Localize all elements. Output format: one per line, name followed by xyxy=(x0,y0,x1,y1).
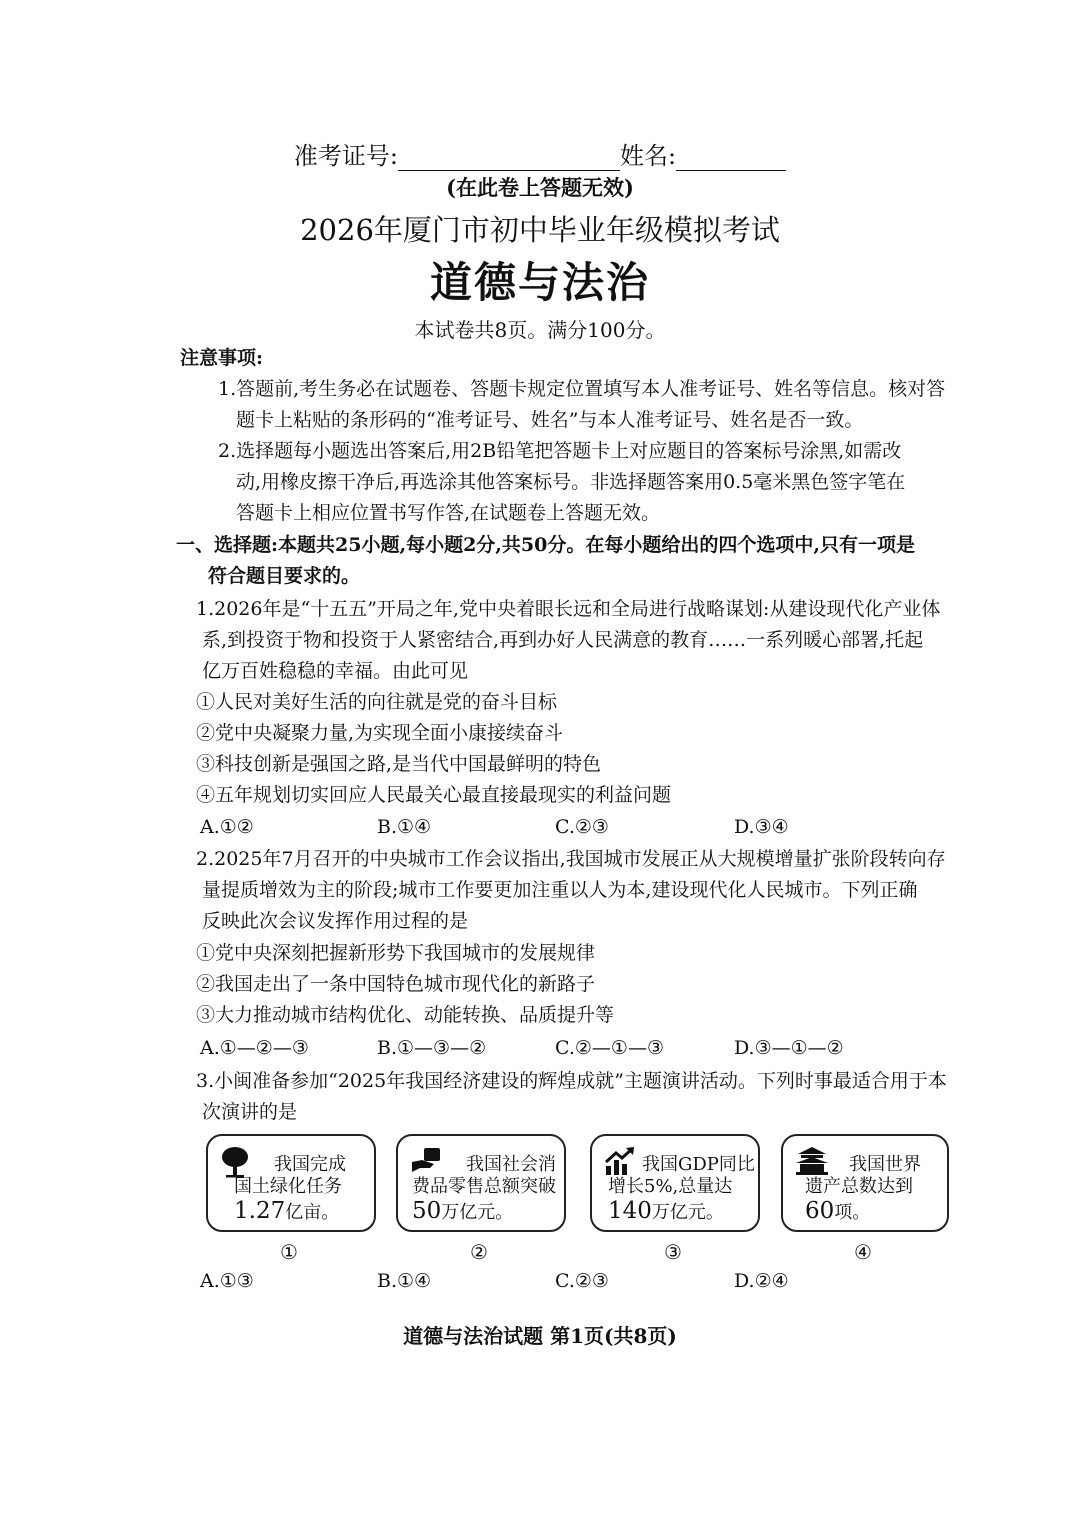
question-1-stem xyxy=(196,594,960,687)
q2-options xyxy=(200,1033,960,1064)
name-blank xyxy=(676,146,786,171)
card-unit: 项。 xyxy=(834,1202,871,1223)
stem-line: 系,到投资于物和投资于人紧密结合,再到办好人民满意的教育……一系列暖心部署,托起 xyxy=(202,629,924,651)
candidate-info-line xyxy=(0,136,1080,171)
notice-heading: 注意事项: xyxy=(180,347,264,369)
option-a[interactable]: A.①③ xyxy=(200,1270,254,1292)
card-number: 1.27 xyxy=(234,1198,286,1224)
stem-line: 亿万百姓稳稳的幸福。由此可见 xyxy=(202,660,469,682)
card-unit: 万亿元。 xyxy=(651,1202,724,1223)
fact-card-3 xyxy=(590,1134,760,1232)
fact-card-1 xyxy=(206,1134,376,1232)
card-text: 我国世界 xyxy=(849,1154,921,1175)
card-text: 费品零售总额突破 xyxy=(412,1176,556,1197)
option-b[interactable]: B.①④ xyxy=(377,1270,432,1292)
stem-line: 量提质增效为主的阶段;城市工作要更加注重以人为本,建设现代化人民城市。下列正确 xyxy=(202,879,918,901)
notice-rule-2 xyxy=(218,436,958,529)
card-text: 我国完成 xyxy=(274,1154,346,1175)
rule-line: 答题卡上相应位置书写作答,在试题卷上答题无效。 xyxy=(236,502,661,524)
card-unit: 亿亩。 xyxy=(285,1202,340,1223)
card-value xyxy=(805,1200,870,1224)
q1-options xyxy=(200,812,960,843)
q1-item: ③科技创新是强国之路,是当代中国最鲜明的特色 xyxy=(196,753,602,775)
option-a[interactable]: A.①② xyxy=(200,816,254,838)
card-text: 国土绿化任务 xyxy=(234,1176,342,1197)
section-line: 一、选择题:本题共25小题,每小题2分,共50分。在每小题给出的四个选项中,只有一项是 xyxy=(176,534,915,556)
option-b[interactable]: B.①④ xyxy=(377,816,432,838)
card-value xyxy=(412,1200,513,1224)
section-heading xyxy=(176,530,960,592)
exam-number-label: 准考证号: xyxy=(293,142,398,170)
option-c[interactable]: C.②—①—③ xyxy=(555,1037,664,1059)
stem-line: 1.2026年是“十五五”开局之年,党中央着眼长远和全局进行战略谋划:从建设现代化产业体 xyxy=(196,598,941,620)
card-number: 140 xyxy=(608,1198,652,1224)
q1-item: ④五年规划切实回应人民最关心最直接最现实的利益问题 xyxy=(196,784,672,806)
card-label-3: ③ xyxy=(664,1240,682,1264)
stem-line: 反映此次会议发挥作用过程的是 xyxy=(202,910,469,932)
fact-card-4 xyxy=(781,1134,949,1232)
card-number: 60 xyxy=(805,1198,835,1224)
q2-item: ②我国走出了一条中国特色城市现代化的新路子 xyxy=(196,973,596,995)
option-c[interactable]: C.②③ xyxy=(555,816,609,838)
subject-title: 道德与法治 xyxy=(429,258,650,307)
card-number: 50 xyxy=(412,1198,442,1224)
page-footer: 道德与法治试题 第1页(共8页) xyxy=(403,1324,677,1348)
rule-line: 2.选择题每小题选出答案后,用2B铅笔把答题卡上对应题目的答案标号涂黑,如需改 xyxy=(218,440,902,462)
option-c[interactable]: C.②③ xyxy=(555,1270,609,1292)
stem-line: 次演讲的是 xyxy=(202,1101,298,1123)
q1-item: ①人民对美好生活的向往就是党的奋斗目标 xyxy=(196,691,558,713)
option-d[interactable]: D.②④ xyxy=(734,1270,789,1292)
section-line: 符合题目要求的。 xyxy=(208,565,361,587)
rule-line: 1.答题前,考生务必在试题卷、答题卡规定位置填写本人准考证号、姓名等信息。核对答 xyxy=(218,378,946,400)
notice-rule-1 xyxy=(218,374,958,436)
card-text: 我国GDP同比 xyxy=(642,1154,755,1175)
heritage-temple-icon xyxy=(795,1146,829,1180)
question-3-stem xyxy=(196,1066,960,1128)
option-d[interactable]: D.③④ xyxy=(734,816,789,838)
question-2-stem xyxy=(196,844,960,937)
q2-item: ③大力推动城市结构优化、动能转换、品质提升等 xyxy=(196,1004,615,1026)
exam-number-blank xyxy=(398,146,620,171)
q2-item: ①党中央深刻把握新形势下我国城市的发展规律 xyxy=(196,942,596,964)
option-d[interactable]: D.③—①—② xyxy=(734,1037,844,1059)
card-value xyxy=(234,1200,339,1224)
card-label-1: ① xyxy=(280,1240,298,1264)
card-label-2: ② xyxy=(470,1240,488,1264)
card-unit: 万亿元。 xyxy=(441,1202,514,1223)
card-text: 我国社会消 xyxy=(466,1154,556,1175)
card-text: 增长5%,总量达 xyxy=(608,1176,733,1197)
option-a[interactable]: A.①—②—③ xyxy=(200,1037,309,1059)
invalid-answer-note: (在此卷上答题无效) xyxy=(446,175,634,200)
card-text: 遗产总数达到 xyxy=(805,1176,913,1197)
growth-chart-icon xyxy=(604,1146,636,1180)
shopping-hand-icon xyxy=(410,1146,444,1178)
card-label-4: ④ xyxy=(854,1240,872,1264)
q3-options xyxy=(200,1266,960,1297)
paper-info: 本试卷共8页。满分100分。 xyxy=(414,318,666,342)
card-value xyxy=(608,1200,724,1224)
stem-line: 3.小闽准备参加“2025年我国经济建设的辉煌成就”主题演讲活动。下列时事最适合用于本 xyxy=(196,1070,947,1092)
rule-line: 题卡上粘贴的条形码的“准考证号、姓名”与本人准考证号、姓名是否一致。 xyxy=(236,409,864,431)
name-label: 姓名: xyxy=(620,142,677,170)
option-b[interactable]: B.①—③—② xyxy=(377,1037,487,1059)
fact-card-2 xyxy=(396,1134,566,1232)
exam-title: 2026年厦门市初中毕业年级模拟考试 xyxy=(300,213,780,247)
stem-line: 2.2025年7月召开的中央城市工作会议指出,我国城市发展正从大规模增量扩张阶段转向存 xyxy=(196,848,946,870)
rule-line: 动,用橡皮擦干净后,再选涂其他答案标号。非选择题答案用0.5毫米黑色签字笔在 xyxy=(236,471,906,493)
q1-item: ②党中央凝聚力量,为实现全面小康接续奋斗 xyxy=(196,722,564,744)
